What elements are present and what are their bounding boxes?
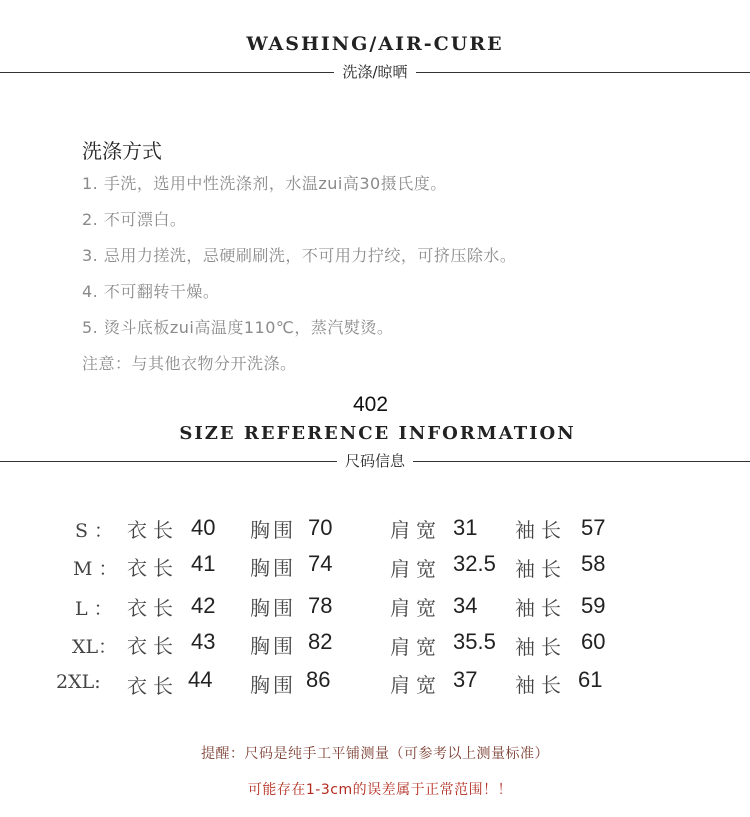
size-row-xl [0, 628, 750, 660]
length-value: 42 [191, 593, 216, 618]
length-value: 41 [191, 551, 216, 576]
shoulder-value: 32.5 [453, 551, 496, 576]
sleeve-value: 57 [581, 515, 606, 540]
size-label: S ： [75, 520, 114, 542]
shoulder-label: 肩宽 [390, 673, 442, 697]
shoulder-value: 37 [453, 667, 478, 692]
size-row-2xl [0, 666, 750, 698]
size-row-l [0, 590, 750, 622]
size-subtitle: 尺码信息 [337, 452, 413, 470]
length-label: 衣长 [127, 556, 179, 580]
chest-label: 胸围 [250, 673, 296, 697]
chest-label: 胸围 [250, 634, 296, 658]
shoulder-label: 肩宽 [390, 518, 442, 542]
length-label: 衣长 [127, 596, 179, 620]
size-subtitle-wrap [0, 450, 750, 471]
shoulder-value: 34 [453, 593, 478, 618]
sleeve-value: 61 [578, 667, 603, 692]
sleeve-label: 袖长 [515, 635, 567, 659]
shoulder-label: 肩宽 [390, 596, 442, 620]
shoulder-label: 肩宽 [390, 635, 442, 659]
washing-subtitle: 洗涤/晾晒 [334, 63, 415, 81]
length-value: 44 [188, 667, 213, 692]
washing-line: 4. 不可翻转干燥。 [82, 282, 220, 301]
measurement-note: 提醒：尺码是纯手工平铺测量（可参考以上测量标准） [201, 746, 549, 762]
length-value: 40 [191, 515, 216, 540]
sleeve-label: 袖长 [515, 673, 567, 697]
tolerance-note: 可能存在1-3cm的误差属于正常范围！！ [247, 782, 513, 798]
shoulder-label: 肩宽 [390, 557, 442, 581]
washing-line: 5. 烫斗底板zui高温度110℃，蒸汽熨烫。 [82, 318, 394, 337]
chest-value: 86 [306, 667, 331, 692]
washing-line: 3. 忌用力搓洗，忌硬刷刷洗，不可用力拧绞，可挤压除水。 [82, 246, 517, 265]
chest-label: 胸围 [250, 556, 296, 580]
chest-label: 胸围 [250, 596, 296, 620]
shoulder-value: 35.5 [453, 629, 496, 654]
size-label: XL： [72, 636, 118, 658]
sleeve-label: 袖长 [515, 557, 567, 581]
length-label: 衣长 [127, 634, 179, 658]
chest-value: 74 [308, 551, 333, 576]
chest-value: 70 [308, 515, 333, 540]
washing-line: 2. 不可漂白。 [82, 210, 187, 229]
size-label: M ： [73, 558, 118, 580]
washing-heading: 洗涤方式 [82, 139, 162, 163]
model-number: 402 [353, 393, 389, 416]
shoulder-value: 31 [453, 515, 478, 540]
sleeve-label: 袖长 [515, 518, 567, 542]
length-value: 43 [191, 629, 216, 654]
sleeve-value: 58 [581, 551, 606, 576]
size-title: SIZE REFERENCE INFORMATION [179, 423, 576, 444]
size-label: L ： [75, 598, 113, 620]
length-label: 衣长 [127, 518, 179, 542]
size-row-s [0, 512, 750, 544]
washing-subtitle-wrap [0, 61, 750, 82]
size-label: 2XL: [56, 671, 101, 693]
washing-line: 注意：与其他衣物分开洗涤。 [82, 354, 297, 373]
chest-label: 胸围 [250, 518, 296, 542]
sleeve-value: 60 [581, 629, 606, 654]
washing-line: 1. 手洗，选用中性洗涤剂，水温zui高30摄氏度。 [82, 174, 447, 193]
chest-value: 78 [308, 593, 333, 618]
sleeve-label: 袖长 [515, 596, 567, 620]
length-label: 衣长 [127, 674, 179, 698]
chest-value: 82 [308, 629, 333, 654]
sleeve-value: 59 [581, 593, 606, 618]
washing-title: WASHING/AIR-CURE [246, 33, 504, 55]
washing-instructions [82, 171, 516, 387]
size-row-m [0, 550, 750, 582]
